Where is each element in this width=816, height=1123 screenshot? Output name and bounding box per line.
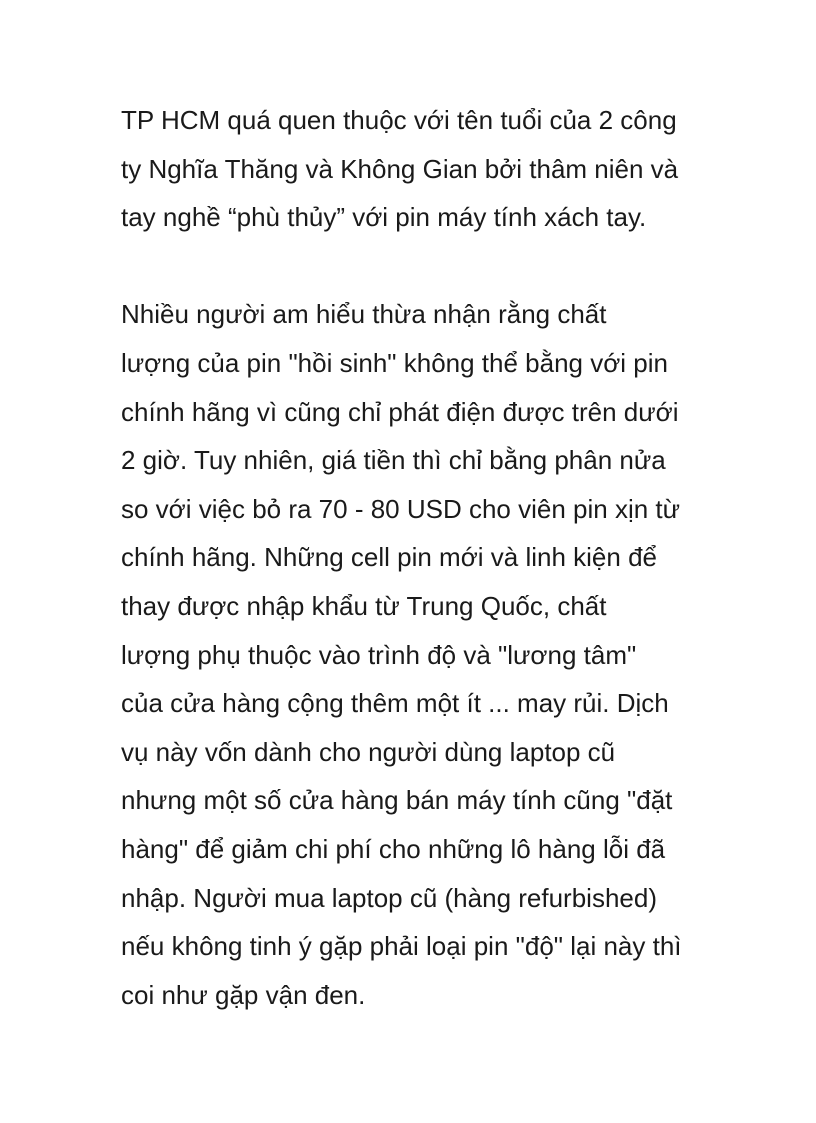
- paragraph-spacer: [121, 242, 711, 291]
- paragraph-line: nhập. Người mua laptop cũ (hàng refurbished): [121, 882, 657, 913]
- paragraph-line: nếu không tinh ý gặp phải loại pin "độ" lại này thì: [121, 931, 682, 962]
- paragraph-line: lượng phụ thuộc vào trình độ và "lương tâm": [121, 639, 637, 670]
- paragraph-line: hàng" để giảm chi phí cho những lô hàng lỗi đã: [121, 833, 666, 864]
- paragraph-line: lượng của pin "hồi sinh" không thể bằng với pin: [121, 347, 668, 378]
- paragraph-2: [121, 290, 711, 1019]
- paragraph-line: 2 giờ. Tuy nhiên, giá tiền thì chỉ bằng phân nửa: [121, 445, 666, 476]
- paragraph-line: TP HCM quá quen thuộc với tên tuổi của 2 công: [121, 105, 677, 135]
- paragraph-line: vụ này vốn dành cho người dùng laptop cũ: [121, 736, 616, 767]
- paragraph-line: tay nghề “phù thủy” với pin máy tính xách tay.: [121, 202, 647, 233]
- paragraph-line: thay được nhập khẩu từ Trung Quốc, chất: [121, 590, 607, 621]
- paragraph-line: coi như gặp vận đen.: [121, 979, 366, 1010]
- article-body: [121, 96, 711, 1019]
- paragraph-line: nhưng một số cửa hàng bán máy tính cũng "đặt: [121, 785, 673, 816]
- paragraph-line: so với việc bỏ ra 70 - 80 USD cho viên pin xịn từ: [121, 493, 681, 524]
- paragraph-line: ty Nghĩa Thăng và Không Gian bởi thâm niên và: [121, 153, 679, 184]
- paragraph-line: chính hãng. Những cell pin mới và linh kiện để: [121, 542, 657, 573]
- paragraph-line: Nhiều người am hiểu thừa nhận rằng chất: [121, 299, 607, 330]
- paragraph-1: [121, 96, 711, 242]
- paragraph-line: chính hãng vì cũng chỉ phát điện được trên dưới: [121, 396, 679, 427]
- paragraph-line: của cửa hàng cộng thêm một ít ... may rủi. Dịch: [121, 688, 669, 719]
